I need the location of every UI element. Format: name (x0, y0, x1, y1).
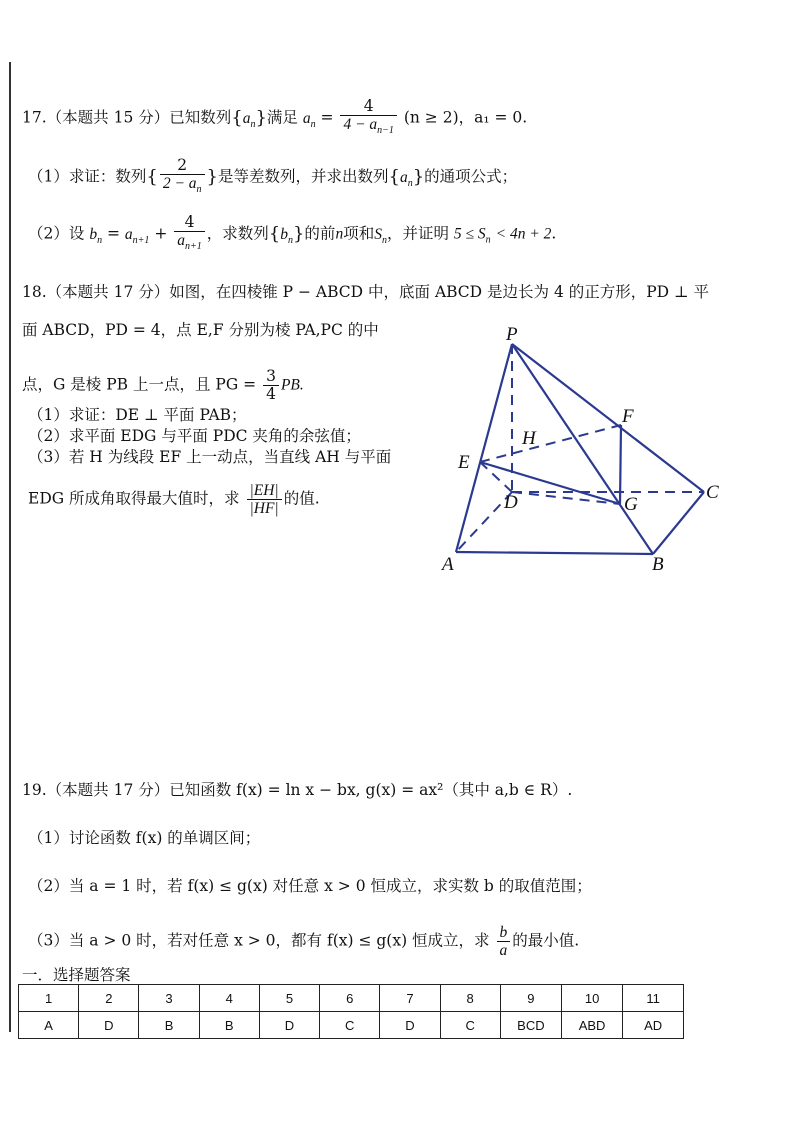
label-D: D (504, 492, 518, 513)
label-H: H (522, 428, 536, 449)
answer-number: 4 (199, 985, 259, 1012)
q17-part1: （1）求证：数列{ $\frac{2}{2 - a_n}$ }是等差数列，并求出数列$\{a_n\}$的通项公式； (28, 157, 517, 198)
q18-part2: （2）求平面 EDG 与平面 PDC 夹角的余弦值； (28, 427, 361, 445)
label-A: A (442, 554, 454, 575)
q19-part2: （2）当 a = 1 时，若 f(x) ≤ g(x) 对任意 x > 0 恒成立，求实数 b 的取值范围； (28, 877, 592, 895)
q18-line3: 点，G 是棱 PB 上一点，且 PG = $\frac{3}{4}$ PB. (22, 367, 304, 403)
answer-value: A (19, 1012, 79, 1039)
q19-part3: （3）当 a > 0 时，若对任意 x > 0，都有 f(x) ≤ g(x) 恒成立，求 $\frac{b}{a}$ 的最小值. (28, 924, 580, 959)
answer-value: D (380, 1012, 440, 1039)
answer-value: C (320, 1012, 380, 1039)
answer-number: 3 (139, 985, 199, 1012)
answer-value: D (259, 1012, 319, 1039)
q18-part3-cont: EDG 所成角取得最大值时，求 $\frac{|EH|}{|HF|}$ 的值. (28, 482, 320, 517)
answer-number: 10 (562, 985, 623, 1012)
answer-value: C (440, 1012, 500, 1039)
answer-value: ABD (562, 1012, 623, 1039)
edge-BC (653, 492, 704, 554)
answer-number: 8 (440, 985, 500, 1012)
segment-EF-hidden (480, 425, 621, 462)
pyramid-figure (428, 322, 728, 584)
page-left-rule (9, 62, 11, 1032)
answer-value: B (199, 1012, 259, 1039)
q18-line2: 面 ABCD，PD = 4，点 E,F 分别为棱 PA,PC 的中 (22, 321, 379, 339)
answer-table (18, 984, 684, 1039)
answer-number: 11 (623, 985, 684, 1012)
answers-title: 一．选择题答案 (22, 966, 131, 984)
segment-EG (480, 462, 620, 504)
answer-numbers-row (19, 985, 684, 1012)
label-F: F (622, 406, 634, 427)
answer-number: 7 (380, 985, 440, 1012)
answer-value: B (139, 1012, 199, 1039)
answer-value: AD (623, 1012, 684, 1039)
q18-part1: （1）求证：DE ⊥ 平面 PAB； (28, 406, 247, 424)
label-C: C (706, 482, 719, 503)
label-G: G (624, 494, 638, 515)
q18-part3: （3）若 H 为线段 EF 上一动点，当直线 AH 与平面 (28, 448, 392, 466)
answer-number: 5 (259, 985, 319, 1012)
answer-value: D (79, 1012, 139, 1039)
answer-number: 9 (500, 985, 561, 1012)
answer-value: BCD (500, 1012, 561, 1039)
edge-PC (512, 344, 704, 492)
label-P: P (506, 324, 518, 345)
edge-AB (456, 552, 653, 554)
answer-values-row (19, 1012, 684, 1039)
label-E: E (458, 452, 470, 473)
q19-part1: （1）讨论函数 f(x) 的单调区间； (28, 829, 261, 847)
q17-fraction: $\frac{4}{4 - a_{n-1}}$ (340, 98, 396, 139)
answer-number: 6 (320, 985, 380, 1012)
answer-number: 2 (79, 985, 139, 1012)
q18-line1: 18.（本题共 17 分）如图，在四棱锥 P − ABCD 中，底面 ABCD 是边长为 4 的正方形，PD ⊥ 平 (22, 283, 710, 301)
q19-line1: 19.（本题共 17 分）已知函数 f(x) = ln x − bx, g(x) = ax²（其中 a,b ∈ R）. (22, 781, 573, 799)
q17-line1: 17.（本题共 15 分）已知数列$\{a_n\}$满足 $a_n$ = $\frac{4}{4 - a_{n-1}}$ (n ≥ 2)，a₁ = 0. (22, 98, 527, 139)
q17-part2: （2）设 $b_n = a_{n+1}$ + $\frac{4}{a_{n+1}}$ ，求数列$\{b_n\}$的前n项和$S_n$，并证明 $5 \le S_n < 4n + 2$. (28, 214, 556, 255)
label-B: B (652, 554, 664, 575)
answer-number: 1 (19, 985, 79, 1012)
